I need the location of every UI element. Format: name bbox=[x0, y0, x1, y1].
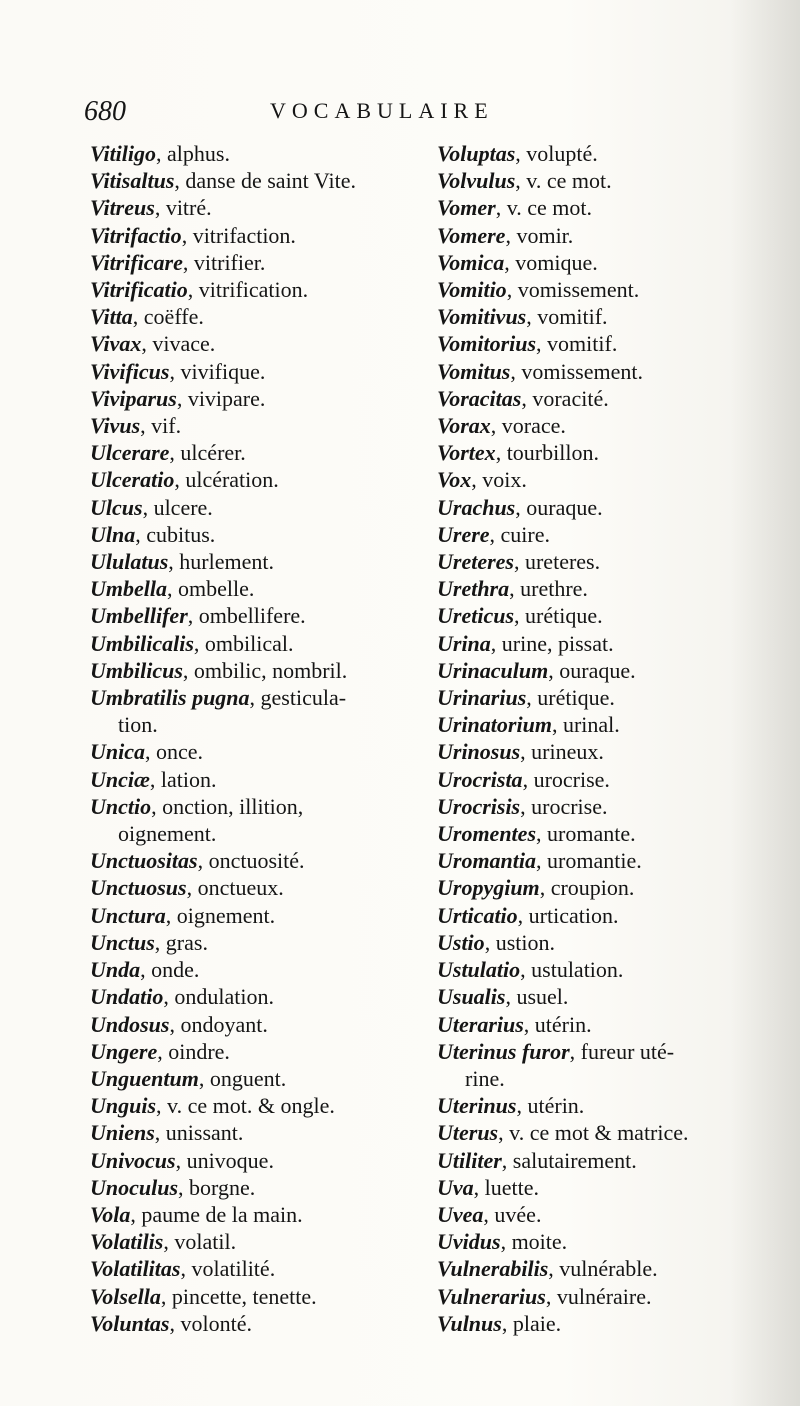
dictionary-entry: Vivificus, vivifique. bbox=[90, 358, 266, 384]
dictionary-entry: Volsella, pincette, tenette. bbox=[90, 1283, 317, 1309]
dictionary-entry: Urinatorium, urinal. bbox=[437, 712, 620, 738]
entry-term: Ureticus bbox=[437, 603, 514, 629]
entry-term: Umbratilis pugna bbox=[90, 685, 250, 711]
entry-definition: urethre. bbox=[520, 576, 588, 602]
entry-definition: vomitif. bbox=[537, 304, 608, 330]
entry-definition: oignement. bbox=[176, 902, 276, 928]
entry-definition: cubitus. bbox=[146, 521, 216, 547]
entry-definition: voracité. bbox=[532, 385, 609, 411]
dictionary-entry: Vitta, coëffe. bbox=[90, 304, 204, 330]
dictionary-entry: Usualis, usuel. bbox=[437, 984, 569, 1010]
entry-definition: ondoyant. bbox=[180, 1011, 268, 1037]
dictionary-entry: Urachus, ouraque. bbox=[437, 494, 603, 520]
dictionary-entry: Ulna, cubitus. bbox=[90, 521, 216, 547]
dictionary-entry: Undosus, ondoyant. bbox=[90, 1011, 268, 1037]
entry-definition: vivipare. bbox=[187, 385, 266, 411]
entry-term: Vitiligo bbox=[90, 141, 157, 166]
entry-definition: onction, illition, bbox=[162, 793, 304, 819]
entry-term: Ulna bbox=[90, 521, 136, 547]
dictionary-entry: Urocrista, urocrise. bbox=[437, 766, 610, 792]
entry-definition: alphus. bbox=[167, 141, 230, 166]
entry-definition: lation. bbox=[160, 766, 217, 792]
entry-term: Umbilicalis bbox=[90, 630, 194, 656]
entry-definition: vomique. bbox=[515, 249, 598, 275]
entry-term: Ustulatio bbox=[437, 957, 521, 983]
entry-term: Vitisaltus bbox=[90, 168, 175, 194]
entry-term: Volatilis bbox=[90, 1229, 164, 1255]
dictionary-entry: Vulnerabilis, vulnérable. bbox=[437, 1256, 658, 1282]
dictionary-entry: Umbilicus, ombilic, nombril. bbox=[90, 657, 348, 683]
dictionary-entry: Urinosus, urineux. bbox=[437, 739, 604, 765]
entry-term: Unctura bbox=[90, 902, 166, 928]
entry-term: Unica bbox=[90, 739, 145, 765]
dictionary-entry: Uromantia, uromantie. bbox=[437, 848, 642, 874]
dictionary-entry: Unguis, v. ce mot. & ongle. bbox=[90, 1093, 335, 1119]
entry-definition: tourbillon. bbox=[506, 440, 599, 466]
dictionary-entry: Vomitorius, vomitif. bbox=[437, 331, 618, 357]
dictionary-entry: Utiliter, salutairement. bbox=[437, 1147, 637, 1173]
entry-term: Vitta bbox=[90, 304, 133, 330]
dictionary-entry: Urinaculum, ouraque. bbox=[437, 657, 636, 683]
dictionary-entry: Unda, onde. bbox=[90, 957, 200, 983]
dictionary-entry: Umbratilis pugna, gesticula- bbox=[90, 685, 347, 711]
dictionary-entry: Vitrifactio, vitrifaction. bbox=[90, 222, 296, 248]
entry-definition: uromantie. bbox=[547, 848, 642, 874]
entry-definition: oindre. bbox=[168, 1038, 230, 1064]
dictionary-entry: Vortex, tourbillon. bbox=[437, 440, 599, 466]
dictionary-entry: Unctuositas, onctuosité. bbox=[90, 848, 305, 874]
entry-term: Urachus bbox=[437, 494, 516, 520]
entry-definition: vomir. bbox=[516, 222, 574, 248]
entry-definition: vomitif. bbox=[547, 331, 618, 357]
entry-term: Uromentes bbox=[437, 821, 536, 847]
dictionary-entry: Unoculus, borgne. bbox=[90, 1174, 256, 1200]
entry-term: Urticatio bbox=[437, 902, 518, 928]
dictionary-entry: Umbella, ombelle. bbox=[90, 576, 255, 602]
dictionary-entry: Vitrificare, vitrifier. bbox=[90, 249, 266, 275]
entry-definition: urocrise. bbox=[531, 793, 608, 819]
entry-term: Uterinus furor bbox=[437, 1038, 570, 1064]
entry-continuation: tion. bbox=[118, 712, 158, 738]
entry-term: Uvidus bbox=[437, 1229, 501, 1255]
dictionary-entry: Vitreus, vitré. bbox=[90, 195, 212, 221]
dictionary-entry: Vomer, v. ce mot. bbox=[437, 195, 593, 221]
dictionary-entry: Volatilis, volatil. bbox=[90, 1229, 237, 1255]
entry-term: Urere bbox=[437, 521, 490, 547]
entry-term: Unctio bbox=[90, 793, 152, 819]
entry-definition: volupté. bbox=[526, 141, 598, 166]
entry-term: Umbella bbox=[90, 576, 167, 602]
dictionary-entry: Unctuosus, onctueux. bbox=[90, 875, 284, 901]
entry-term: Univocus bbox=[90, 1147, 176, 1173]
dictionary-entry: Uva, luette. bbox=[437, 1174, 540, 1200]
dictionary-entry: Vomere, vomir. bbox=[437, 222, 574, 248]
entry-term: Viviparus bbox=[90, 385, 177, 411]
running-title: VOCABULAIRE bbox=[270, 98, 494, 123]
dictionary-entry: Ulceratio, ulcération. bbox=[90, 467, 279, 493]
dictionary-entry: Ustio, ustion. bbox=[437, 929, 555, 955]
entry-definition: ureteres. bbox=[524, 549, 601, 575]
entry-definition: once. bbox=[156, 739, 204, 765]
entry-term: Umbilicus bbox=[90, 657, 183, 683]
dictionary-entry: Urethra, urethre. bbox=[437, 576, 588, 602]
entry-term: Vola bbox=[90, 1201, 131, 1227]
dictionary-entry: Voluntas, volonté. bbox=[90, 1310, 252, 1336]
entry-term: Uterinus bbox=[437, 1093, 517, 1119]
dictionary-entry: Ureticus, urétique. bbox=[437, 603, 603, 629]
entry-term: Vivificus bbox=[90, 358, 170, 384]
entry-definition: onctuosité. bbox=[208, 848, 305, 874]
entry-definition: ombilic, nombril. bbox=[193, 657, 348, 683]
entry-definition: urétique. bbox=[537, 685, 615, 711]
dictionary-entry: Voracitas, voracité. bbox=[437, 385, 609, 411]
right-column bbox=[437, 140, 787, 1337]
entry-term: Uromantia bbox=[437, 848, 537, 874]
entry-definition: volatilité. bbox=[191, 1256, 276, 1282]
dictionary-entry: Vomitivus, vomitif. bbox=[437, 304, 608, 330]
dictionary-entry: Vomitio, vomissement. bbox=[437, 277, 640, 303]
entry-definition: ulcérer. bbox=[180, 440, 246, 466]
dictionary-entry: Uromentes, uromante. bbox=[437, 821, 636, 847]
dictionary-entry: Uterarius, utérin. bbox=[437, 1011, 592, 1037]
entry-continuation: oignement. bbox=[118, 821, 217, 847]
entry-term: Vomica bbox=[437, 249, 505, 275]
entry-definition: v. ce mot & matrice. bbox=[509, 1120, 689, 1146]
dictionary-entry: Vivus, vif. bbox=[90, 413, 182, 439]
entry-definition: vorace. bbox=[501, 413, 566, 439]
dictionary-entry: Vivax, vivace. bbox=[90, 331, 216, 357]
dictionary-entry: Vola, paume de la main. bbox=[90, 1201, 303, 1227]
dictionary-entry: Urticatio, urtication. bbox=[437, 902, 619, 928]
entry-term: Ulcus bbox=[90, 494, 143, 520]
entry-term: Ureteres bbox=[437, 549, 514, 575]
dictionary-entry: Ulcerare, ulcérer. bbox=[90, 440, 246, 466]
entry-definition: uvée. bbox=[494, 1201, 542, 1227]
entry-term: Vox bbox=[437, 467, 472, 493]
entry-definition: volatil. bbox=[174, 1229, 237, 1255]
entry-term: Vitreus bbox=[90, 195, 155, 221]
dictionary-entry: Uterinus, utérin. bbox=[437, 1093, 585, 1119]
entry-term: Unda bbox=[90, 957, 141, 983]
entry-definition: vitrifaction. bbox=[192, 222, 296, 248]
page-number: 680 bbox=[84, 96, 126, 127]
entry-definition: vitré. bbox=[165, 195, 212, 221]
dictionary-entry: Uvidus, moite. bbox=[437, 1229, 568, 1255]
entry-definition: luette. bbox=[484, 1174, 540, 1200]
entry-definition: hurlement. bbox=[179, 549, 274, 575]
entry-definition: uromante. bbox=[547, 821, 636, 847]
entry-term: Unctuosus bbox=[90, 875, 187, 901]
entry-definition: vulnéraire. bbox=[556, 1283, 652, 1309]
entry-term: Voluntas bbox=[90, 1310, 170, 1336]
entry-definition: usuel. bbox=[516, 984, 569, 1010]
entry-definition: urineux. bbox=[531, 739, 604, 765]
dictionary-entry: Vulnus, plaie. bbox=[437, 1310, 562, 1336]
entry-term: Volsella bbox=[90, 1283, 161, 1309]
dictionary-entry: Unciæ, lation. bbox=[90, 766, 217, 792]
entry-definition: onctueux. bbox=[197, 875, 284, 901]
entry-definition: urocrise. bbox=[533, 766, 610, 792]
entry-term: Vivax bbox=[90, 331, 142, 357]
dictionary-entry: Urina, urine, pissat. bbox=[437, 630, 614, 656]
entry-term: Urinarius bbox=[437, 685, 527, 711]
entry-definition: salutairement. bbox=[512, 1147, 637, 1173]
entry-definition: vivifique. bbox=[180, 358, 266, 384]
entry-term: Vomer bbox=[437, 195, 496, 221]
dictionary-entry: Vomica, vomique. bbox=[437, 249, 598, 275]
dictionary-entry: Unctus, gras. bbox=[90, 929, 208, 955]
entry-definition: unissant. bbox=[165, 1120, 244, 1146]
entry-term: Vulnerarius bbox=[437, 1283, 546, 1309]
entry-definition: utérin. bbox=[527, 1093, 585, 1119]
entry-definition: v. ce mot. bbox=[506, 195, 593, 221]
entry-term: Unctus bbox=[90, 929, 155, 955]
dictionary-entry: Urocrisis, urocrise. bbox=[437, 793, 608, 819]
entry-definition: moite. bbox=[511, 1229, 568, 1255]
entry-definition: ulcere. bbox=[153, 494, 213, 520]
dictionary-entry: Umbilicalis, ombilical. bbox=[90, 630, 294, 656]
entry-term: Utiliter bbox=[437, 1147, 502, 1173]
dictionary-entry: Umbellifer, ombellifere. bbox=[90, 603, 306, 629]
entry-definition: voix. bbox=[482, 467, 527, 493]
entry-term: Unctuositas bbox=[90, 848, 198, 874]
dictionary-entry: Uterinus furor, fureur uté- bbox=[437, 1038, 675, 1064]
left-column bbox=[90, 140, 428, 1337]
dictionary-entry: Uniens, unissant. bbox=[90, 1120, 244, 1146]
dictionary-entry: Vitisaltus, danse de saint Vite. bbox=[90, 168, 356, 194]
entry-term: Uterus bbox=[437, 1120, 499, 1146]
entry-term: Uropygium bbox=[437, 875, 540, 901]
entry-definition: urtication. bbox=[528, 902, 619, 928]
entry-definition: ulcération. bbox=[185, 467, 279, 493]
dictionary-entry: Urere, cuire. bbox=[437, 521, 551, 547]
entry-definition: univoque. bbox=[186, 1147, 274, 1173]
entry-definition: ombellifere. bbox=[198, 603, 306, 629]
dictionary-entry: Volatilitas, volatilité. bbox=[90, 1256, 276, 1282]
dictionary-entry: Ustulatio, ustulation. bbox=[437, 957, 624, 983]
entry-term: Vomitorius bbox=[437, 331, 537, 357]
entry-definition: cuire. bbox=[500, 521, 551, 547]
entry-definition: v. ce mot. bbox=[526, 168, 612, 194]
entry-term: Uterarius bbox=[437, 1011, 524, 1037]
entry-definition: fureur uté- bbox=[580, 1038, 675, 1064]
entry-term: Urocrisis bbox=[437, 793, 521, 819]
dictionary-entry: Unctio, onction, illition, bbox=[90, 793, 304, 819]
entry-definition: ouraque. bbox=[526, 494, 603, 520]
dictionary-entry: Undatio, ondulation. bbox=[90, 984, 274, 1010]
entry-term: Ululatus bbox=[90, 549, 169, 575]
entry-definition: ombilical. bbox=[204, 630, 294, 656]
entry-term: Vomere bbox=[437, 222, 506, 248]
entry-definition: ouraque. bbox=[559, 657, 636, 683]
entry-definition: onguent. bbox=[209, 1065, 287, 1091]
entry-definition: ustion. bbox=[495, 929, 555, 955]
entry-definition: v. ce mot. & ongle. bbox=[167, 1093, 335, 1119]
entry-term: Ulcerare bbox=[90, 440, 170, 466]
entry-term: Voracitas bbox=[437, 385, 522, 411]
dictionary-entry: Vitrificatio, vitrification. bbox=[90, 277, 309, 303]
entry-term: Vomitivus bbox=[437, 304, 527, 330]
entry-definition: pincette, tenette. bbox=[171, 1283, 317, 1309]
dictionary-entry: Vitiligo, alphus. bbox=[90, 141, 230, 166]
entry-definition: urétique. bbox=[525, 603, 603, 629]
dictionary-entry: Vorax, vorace. bbox=[437, 413, 566, 439]
entry-definition: vulnérable. bbox=[559, 1256, 658, 1282]
entry-term: Vulnus bbox=[437, 1310, 502, 1336]
entry-term: Umbellifer bbox=[90, 603, 188, 629]
dictionary-entry: Ululatus, hurlement. bbox=[90, 549, 274, 575]
dictionary-entry: Vulnerarius, vulnéraire. bbox=[437, 1283, 652, 1309]
dictionary-entry: Ungere, oindre. bbox=[90, 1038, 230, 1064]
entry-term: Voluptas bbox=[437, 141, 516, 166]
dictionary-entry: Ulcus, ulcere. bbox=[90, 494, 213, 520]
entry-term: Ustio bbox=[437, 929, 485, 955]
entry-definition: gras. bbox=[165, 929, 208, 955]
entry-term: Uva bbox=[437, 1174, 474, 1200]
entry-definition: coëffe. bbox=[143, 304, 204, 330]
entry-definition: urine, pissat. bbox=[501, 630, 614, 656]
entry-term: Volatilitas bbox=[90, 1256, 181, 1282]
dictionary-entry: Unguentum, onguent. bbox=[90, 1065, 287, 1091]
dictionary-entry: Urinarius, urétique. bbox=[437, 685, 615, 711]
entry-definition: utérin. bbox=[534, 1011, 592, 1037]
entry-term: Vulnerabilis bbox=[437, 1256, 549, 1282]
entry-definition: ombelle. bbox=[178, 576, 255, 602]
entry-term: Uniens bbox=[90, 1120, 155, 1146]
entry-definition: vif. bbox=[151, 413, 182, 439]
dictionary-entry: Ureteres, ureteres. bbox=[437, 549, 601, 575]
dictionary-entry: Uterus, v. ce mot & matrice. bbox=[437, 1120, 689, 1146]
dictionary-entry: Viviparus, vivipare. bbox=[90, 385, 266, 411]
dictionary-entry: Vomitus, vomissement. bbox=[437, 358, 643, 384]
entry-term: Usualis bbox=[437, 984, 506, 1010]
entry-continuation: rine. bbox=[465, 1065, 505, 1091]
entry-term: Urina bbox=[437, 630, 491, 656]
dictionary-entry: Unctura, oignement. bbox=[90, 902, 276, 928]
entry-term: Urinaculum bbox=[437, 657, 549, 683]
entry-term: Vivus bbox=[90, 413, 141, 439]
dictionary-entry: Unica, once. bbox=[90, 739, 204, 765]
entry-term: Unoculus bbox=[90, 1174, 179, 1200]
entry-term: Urethra bbox=[437, 576, 510, 602]
entry-definition: borgne. bbox=[189, 1174, 256, 1200]
entry-term: Vomitio bbox=[437, 277, 507, 303]
entry-term: Urinatorium bbox=[437, 712, 552, 738]
dictionary-entry: Uropygium, croupion. bbox=[437, 875, 635, 901]
entry-definition: ondulation. bbox=[174, 984, 274, 1010]
entry-definition: plaie. bbox=[512, 1310, 562, 1336]
entry-definition: gesticula- bbox=[260, 685, 347, 711]
entry-term: Vomitus bbox=[437, 358, 511, 384]
entry-term: Vitrificatio bbox=[90, 277, 188, 303]
entry-definition: volonté. bbox=[180, 1310, 252, 1336]
entry-term: Ungere bbox=[90, 1038, 158, 1064]
entry-term: Urocrista bbox=[437, 766, 523, 792]
entry-term: Unciæ bbox=[90, 766, 150, 792]
entry-term: Undosus bbox=[90, 1011, 170, 1037]
entry-term: Volvulus bbox=[437, 168, 516, 194]
dictionary-entry: Voluptas, volupté. bbox=[437, 141, 598, 166]
dictionary-entry: Univocus, univoque. bbox=[90, 1147, 274, 1173]
entry-term: Undatio bbox=[90, 984, 164, 1010]
entry-term: Vortex bbox=[437, 440, 496, 466]
entry-term: Unguentum bbox=[90, 1065, 199, 1091]
entry-term: Vitrificare bbox=[90, 249, 183, 275]
page-header bbox=[84, 96, 584, 136]
entry-term: Uvea bbox=[437, 1201, 484, 1227]
entry-definition: urinal. bbox=[562, 712, 620, 738]
dictionary-entry: Vox, voix. bbox=[437, 467, 527, 493]
entry-definition: vitrifier. bbox=[193, 249, 266, 275]
entry-definition: croupion. bbox=[550, 875, 635, 901]
entry-definition: onde. bbox=[151, 957, 200, 983]
entry-term: Ulceratio bbox=[90, 467, 175, 493]
entry-definition: ustulation. bbox=[531, 957, 624, 983]
entry-term: Vitrifactio bbox=[90, 222, 182, 248]
entry-term: Urinosus bbox=[437, 739, 521, 765]
entry-term: Unguis bbox=[90, 1093, 157, 1119]
entry-definition: vomissement. bbox=[517, 277, 640, 303]
entry-term: Vorax bbox=[437, 413, 491, 439]
entry-definition: danse de saint Vite. bbox=[185, 168, 356, 194]
entry-definition: vitrification. bbox=[198, 277, 309, 303]
dictionary-entry: Uvea, uvée. bbox=[437, 1201, 542, 1227]
entry-definition: paume de la main. bbox=[141, 1201, 303, 1227]
dictionary-entry: Volvulus, v. ce mot. bbox=[437, 168, 612, 194]
entry-definition: vivace. bbox=[152, 331, 216, 357]
entry-definition: vomissement. bbox=[521, 358, 643, 384]
